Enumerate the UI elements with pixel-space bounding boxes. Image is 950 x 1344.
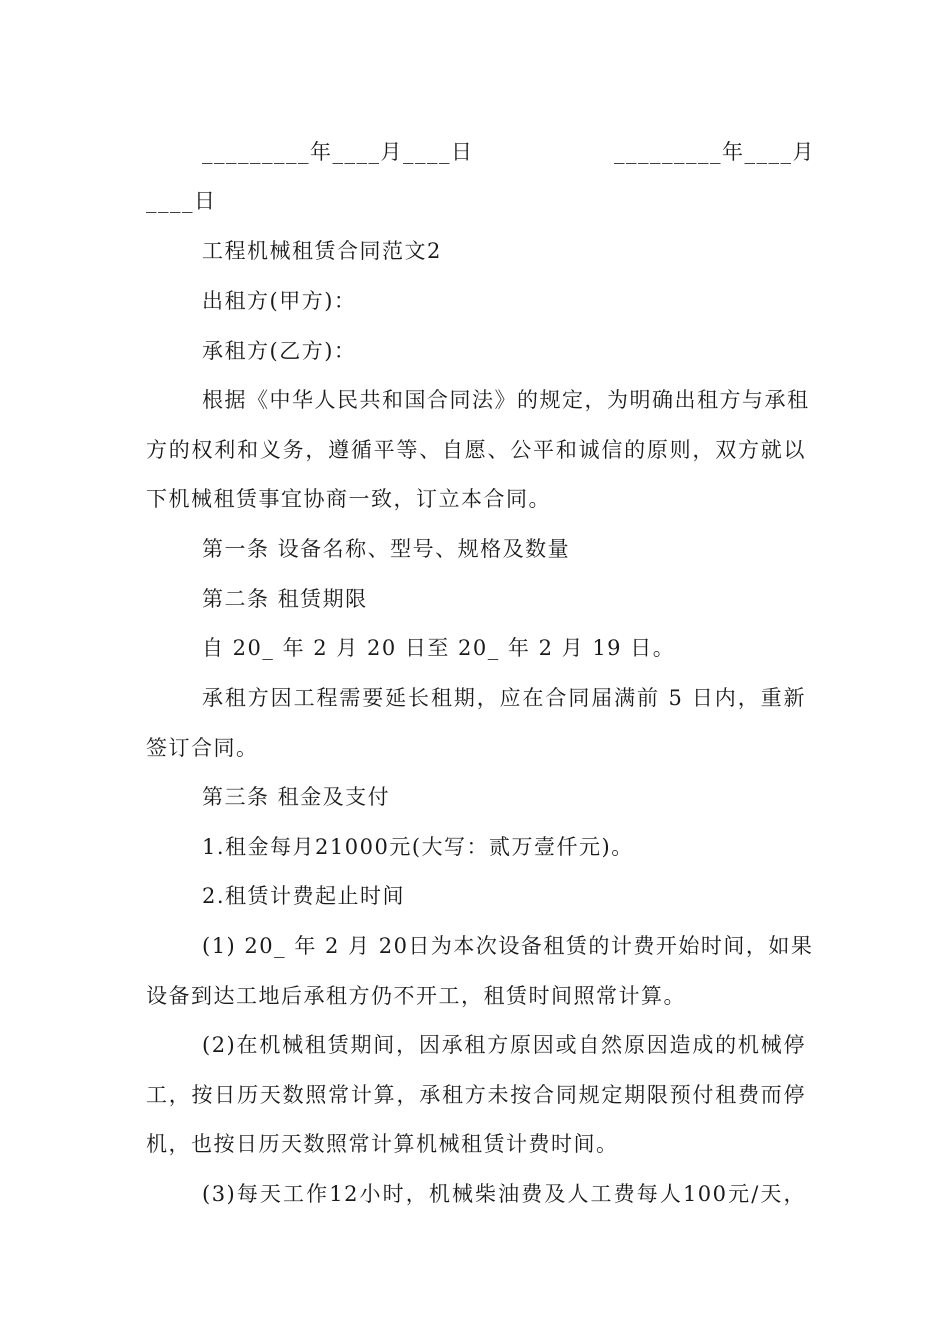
- extension-paragraph-line: 承租方因工程需要延长租期，应在合同届满前 5 日内，重新: [202, 686, 806, 710]
- lessee-label: 承租方(乙方)：: [202, 339, 357, 363]
- article-3-heading: 第三条 租金及支付: [202, 785, 391, 809]
- lease-term: 自 20_ 年 2 月 20 日至 20_ 年 2 月 19 日。: [202, 636, 676, 660]
- extension-paragraph-line: 签订合同。: [146, 736, 259, 760]
- billing-period-heading: 2.租赁计费起止时间: [202, 884, 406, 908]
- billing-item-1-line: (1) 20_ 年 2 月 20日为本次设备租赁的计费开始时间，如果: [202, 934, 814, 958]
- billing-item-2-line: 机，也按日历天数照常计算机械租赁计费时间。: [146, 1132, 619, 1156]
- billing-item-2-line: (2)在机械租赁期间，因承租方原因或自然原因造成的机械停: [202, 1033, 806, 1057]
- billing-item-3-line: (3)每天工作12小时，机械柴油费及人工费每人100元/天，: [202, 1182, 806, 1206]
- billing-item-2-line: 工，按日历天数照常计算，承租方未按合同规定期限预付租费而停: [146, 1083, 806, 1107]
- rent-clause: 1.租金每月21000元(大写：贰万壹仟元)。: [202, 835, 634, 859]
- intro-paragraph-line: 下机械租赁事宜协商一致，订立本合同。: [146, 487, 551, 511]
- article-2-heading: 第二条 租赁期限: [202, 587, 368, 611]
- lessor-label: 出租方(甲方)：: [202, 289, 357, 313]
- intro-paragraph-line: 方的权利和义务，遵循平等、自愿、公平和诚信的原则，双方就以: [146, 438, 806, 462]
- article-1-heading: 第一条 设备名称、型号、规格及数量: [202, 537, 571, 561]
- signature-date-right: _________年____月: [614, 140, 815, 164]
- document-title: 工程机械租赁合同范文2: [202, 239, 442, 263]
- signature-date-right-day: ____日: [146, 189, 217, 213]
- intro-paragraph-line: 根据《中华人民共和国合同法》的规定，为明确出租方与承租: [202, 388, 810, 412]
- signature-date-left: _________年____月____日: [202, 140, 474, 164]
- billing-item-1-line: 设备到达工地后承租方仍不开工，租赁时间照常计算。: [146, 984, 686, 1008]
